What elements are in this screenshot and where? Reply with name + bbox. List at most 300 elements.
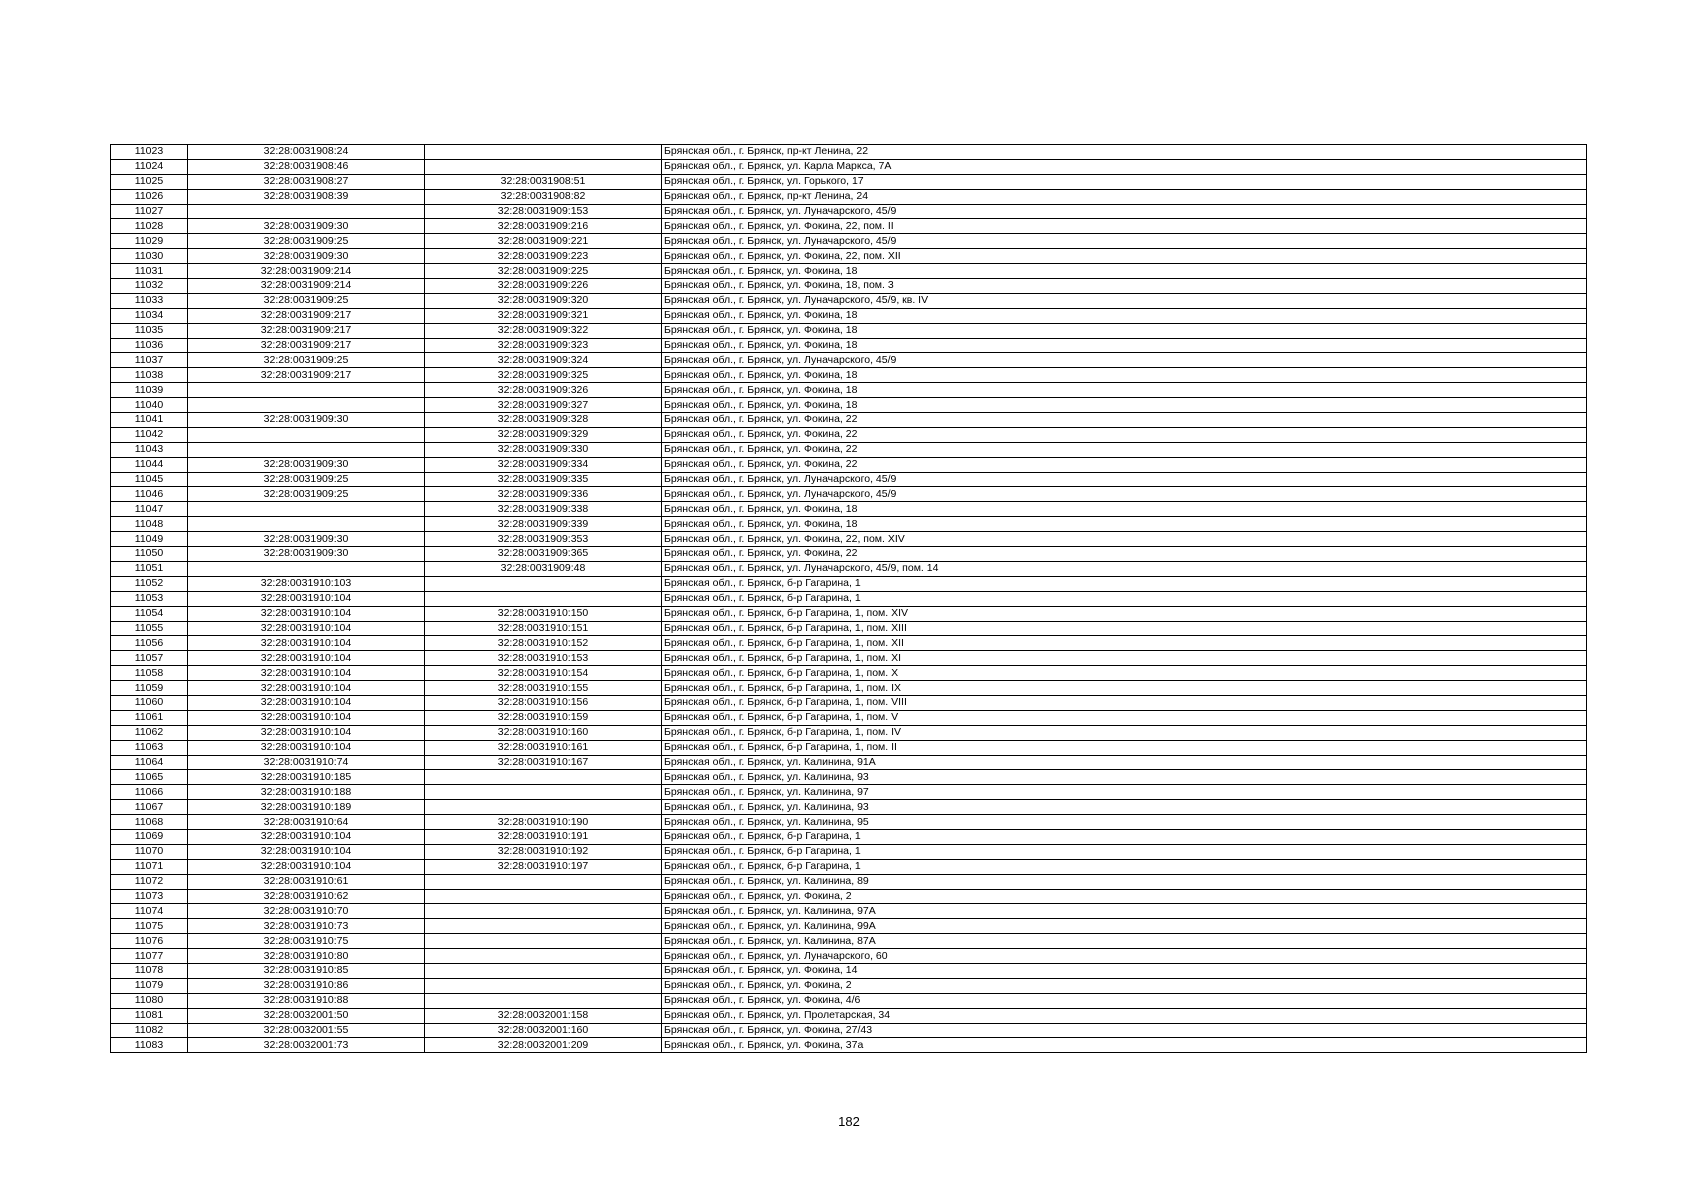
row-number-cell: 11044 xyxy=(111,457,188,472)
row-number-cell: 11068 xyxy=(111,815,188,830)
row-number-cell: 11030 xyxy=(111,249,188,264)
row-number-cell: 11060 xyxy=(111,695,188,710)
table-row xyxy=(111,1008,1587,1023)
object-cadastral-number-cell: 32:28:0031909:328 xyxy=(425,413,662,428)
object-cadastral-number-cell xyxy=(425,159,662,174)
object-cadastral-number-cell: 32:28:0032001:158 xyxy=(425,1008,662,1023)
row-number-cell: 11064 xyxy=(111,755,188,770)
object-cadastral-number-cell: 32:28:0031909:320 xyxy=(425,293,662,308)
table-row xyxy=(111,710,1587,725)
object-cadastral-number-cell xyxy=(425,889,662,904)
object-cadastral-number-cell: 32:28:0031909:321 xyxy=(425,308,662,323)
object-cadastral-number-cell: 32:28:0031909:336 xyxy=(425,487,662,502)
land-cadastral-number-cell: 32:28:0031910:104 xyxy=(188,621,425,636)
land-cadastral-number-cell: 32:28:0031910:104 xyxy=(188,591,425,606)
object-cadastral-number-cell: 32:28:0032001:160 xyxy=(425,1023,662,1038)
object-cadastral-number-cell: 32:28:0031909:223 xyxy=(425,249,662,264)
address-cell: Брянская обл., г. Брянск, б-р Гагарина, 1, пом. X xyxy=(662,666,1587,681)
row-number-cell: 11078 xyxy=(111,963,188,978)
object-cadastral-number-cell: 32:28:0031910:161 xyxy=(425,740,662,755)
address-cell: Брянская обл., г. Брянск, ул. Луначарского, 45/9 xyxy=(662,204,1587,219)
row-number-cell: 11069 xyxy=(111,829,188,844)
table-row xyxy=(111,889,1587,904)
land-cadastral-number-cell: 32:28:0031910:104 xyxy=(188,710,425,725)
land-cadastral-number-cell: 32:28:0031910:75 xyxy=(188,934,425,949)
object-cadastral-number-cell: 32:28:0031909:325 xyxy=(425,368,662,383)
table-row xyxy=(111,249,1587,264)
row-number-cell: 11046 xyxy=(111,487,188,502)
land-cadastral-number-cell: 32:28:0031910:103 xyxy=(188,576,425,591)
land-cadastral-number-cell: 32:28:0031910:73 xyxy=(188,919,425,934)
row-number-cell: 11056 xyxy=(111,636,188,651)
row-number-cell: 11050 xyxy=(111,547,188,562)
row-number-cell: 11051 xyxy=(111,561,188,576)
land-cadastral-number-cell: 32:28:0031910:88 xyxy=(188,993,425,1008)
table-row xyxy=(111,561,1587,576)
land-cadastral-number-cell: 32:28:0031910:104 xyxy=(188,695,425,710)
address-cell: Брянская обл., г. Брянск, ул. Калинина, 91А xyxy=(662,755,1587,770)
object-cadastral-number-cell: 32:28:0031909:225 xyxy=(425,264,662,279)
land-cadastral-number-cell xyxy=(188,427,425,442)
object-cadastral-number-cell xyxy=(425,919,662,934)
object-cadastral-number-cell: 32:28:0031909:335 xyxy=(425,472,662,487)
row-number-cell: 11049 xyxy=(111,532,188,547)
land-cadastral-number-cell: 32:28:0031910:185 xyxy=(188,770,425,785)
land-cadastral-number-cell: 32:28:0031909:217 xyxy=(188,368,425,383)
row-number-cell: 11048 xyxy=(111,517,188,532)
address-cell: Брянская обл., г. Брянск, ул. Фокина, 22 xyxy=(662,427,1587,442)
object-cadastral-number-cell: 32:28:0031909:338 xyxy=(425,502,662,517)
address-cell: Брянская обл., г. Брянск, ул. Фокина, 18 xyxy=(662,264,1587,279)
address-cell: Брянская обл., г. Брянск, б-р Гагарина, 1, пом. V xyxy=(662,710,1587,725)
row-number-cell: 11074 xyxy=(111,904,188,919)
address-cell: Брянская обл., г. Брянск, ул. Пролетарская, 34 xyxy=(662,1008,1587,1023)
address-cell: Брянская обл., г. Брянск, ул. Фокина, 2 xyxy=(662,978,1587,993)
object-cadastral-number-cell: 32:28:0031910:160 xyxy=(425,725,662,740)
land-cadastral-number-cell: 32:28:0031909:217 xyxy=(188,338,425,353)
address-cell: Брянская обл., г. Брянск, б-р Гагарина, 1, пом. XIII xyxy=(662,621,1587,636)
row-number-cell: 11039 xyxy=(111,383,188,398)
address-cell: Брянская обл., г. Брянск, ул. Луначарского, 45/9 xyxy=(662,234,1587,249)
row-number-cell: 11040 xyxy=(111,398,188,413)
row-number-cell: 11067 xyxy=(111,800,188,815)
object-cadastral-number-cell xyxy=(425,949,662,964)
land-cadastral-number-cell: 32:28:0031909:25 xyxy=(188,293,425,308)
table-row xyxy=(111,606,1587,621)
table-row xyxy=(111,785,1587,800)
land-cadastral-number-cell: 32:28:0031910:188 xyxy=(188,785,425,800)
table-row xyxy=(111,904,1587,919)
address-cell: Брянская обл., г. Брянск, ул. Калинина, 93 xyxy=(662,770,1587,785)
address-cell: Брянская обл., г. Брянск, ул. Фокина, 4/6 xyxy=(662,993,1587,1008)
land-cadastral-number-cell: 32:28:0031909:25 xyxy=(188,472,425,487)
land-cadastral-number-cell: 32:28:0031910:64 xyxy=(188,815,425,830)
object-cadastral-number-cell xyxy=(425,874,662,889)
address-cell: Брянская обл., г. Брянск, б-р Гагарина, 1 xyxy=(662,591,1587,606)
table-row xyxy=(111,368,1587,383)
address-cell: Брянская обл., г. Брянск, ул. Калинина, 95 xyxy=(662,815,1587,830)
address-cell: Брянская обл., г. Брянск, б-р Гагарина, 1, пом. II xyxy=(662,740,1587,755)
table-row xyxy=(111,651,1587,666)
object-cadastral-number-cell: 32:28:0032001:209 xyxy=(425,1038,662,1053)
land-cadastral-number-cell: 32:28:0031910:104 xyxy=(188,844,425,859)
land-cadastral-number-cell: 32:28:0031910:104 xyxy=(188,636,425,651)
address-cell: Брянская обл., г. Брянск, ул. Фокина, 18, пом. 3 xyxy=(662,279,1587,294)
table-row xyxy=(111,427,1587,442)
land-cadastral-number-cell: 32:28:0031910:104 xyxy=(188,829,425,844)
table-row xyxy=(111,279,1587,294)
row-number-cell: 11038 xyxy=(111,368,188,383)
land-cadastral-number-cell: 32:28:0031908:27 xyxy=(188,174,425,189)
land-cadastral-number-cell: 32:28:0031910:85 xyxy=(188,963,425,978)
row-number-cell: 11066 xyxy=(111,785,188,800)
object-cadastral-number-cell xyxy=(425,993,662,1008)
address-cell: Брянская обл., г. Брянск, б-р Гагарина, 1, пом. IV xyxy=(662,725,1587,740)
object-cadastral-number-cell: 32:28:0031909:216 xyxy=(425,219,662,234)
table-row xyxy=(111,204,1587,219)
address-cell: Брянская обл., г. Брянск, ул. Луначарского, 45/9, пом. 14 xyxy=(662,561,1587,576)
land-cadastral-number-cell: 32:28:0031909:25 xyxy=(188,353,425,368)
table-row xyxy=(111,517,1587,532)
row-number-cell: 11082 xyxy=(111,1023,188,1038)
address-cell: Брянская обл., г. Брянск, пр-кт Ленина, 24 xyxy=(662,189,1587,204)
table-row xyxy=(111,189,1587,204)
table-row xyxy=(111,487,1587,502)
land-cadastral-number-cell: 32:28:0031910:104 xyxy=(188,859,425,874)
row-number-cell: 11065 xyxy=(111,770,188,785)
table-row xyxy=(111,874,1587,889)
land-cadastral-number-cell: 32:28:0031909:217 xyxy=(188,323,425,338)
table-row xyxy=(111,293,1587,308)
table-row xyxy=(111,681,1587,696)
table-row xyxy=(111,383,1587,398)
table-row xyxy=(111,234,1587,249)
row-number-cell: 11027 xyxy=(111,204,188,219)
land-cadastral-number-cell: 32:28:0031909:25 xyxy=(188,487,425,502)
address-cell: Брянская обл., г. Брянск, б-р Гагарина, 1, пом. XI xyxy=(662,651,1587,666)
land-cadastral-number-cell xyxy=(188,442,425,457)
address-cell: Брянская обл., г. Брянск, ул. Калинина, 99А xyxy=(662,919,1587,934)
object-cadastral-number-cell: 32:28:0031910:191 xyxy=(425,829,662,844)
land-cadastral-number-cell xyxy=(188,502,425,517)
address-cell: Брянская обл., г. Брянск, ул. Калинина, 97А xyxy=(662,904,1587,919)
address-cell: Брянская обл., г. Брянск, ул. Калинина, 93 xyxy=(662,800,1587,815)
land-cadastral-number-cell: 32:28:0031910:70 xyxy=(188,904,425,919)
row-number-cell: 11041 xyxy=(111,413,188,428)
object-cadastral-number-cell: 32:28:0031909:324 xyxy=(425,353,662,368)
land-cadastral-number-cell: 32:28:0031909:214 xyxy=(188,264,425,279)
address-cell: Брянская обл., г. Брянск, б-р Гагарина, 1, пом. VIII xyxy=(662,695,1587,710)
row-number-cell: 11053 xyxy=(111,591,188,606)
address-cell: Брянская обл., г. Брянск, ул. Фокина, 22, пом. II xyxy=(662,219,1587,234)
row-number-cell: 11062 xyxy=(111,725,188,740)
row-number-cell: 11058 xyxy=(111,666,188,681)
row-number-cell: 11059 xyxy=(111,681,188,696)
land-cadastral-number-cell: 32:28:0031910:104 xyxy=(188,606,425,621)
page-number: 182 xyxy=(838,1114,860,1129)
object-cadastral-number-cell xyxy=(425,904,662,919)
table-row xyxy=(111,532,1587,547)
object-cadastral-number-cell xyxy=(425,800,662,815)
table-row xyxy=(111,963,1587,978)
row-number-cell: 11080 xyxy=(111,993,188,1008)
land-cadastral-number-cell: 32:28:0032001:73 xyxy=(188,1038,425,1053)
object-cadastral-number-cell xyxy=(425,770,662,785)
land-cadastral-number-cell: 32:28:0031910:104 xyxy=(188,651,425,666)
land-cadastral-number-cell: 32:28:0031909:30 xyxy=(188,413,425,428)
registry-table xyxy=(110,144,1587,1053)
land-cadastral-number-cell: 32:28:0031910:104 xyxy=(188,681,425,696)
land-cadastral-number-cell xyxy=(188,561,425,576)
table-row xyxy=(111,353,1587,368)
row-number-cell: 11079 xyxy=(111,978,188,993)
object-cadastral-number-cell: 32:28:0031910:159 xyxy=(425,710,662,725)
address-cell: Брянская обл., г. Брянск, ул. Фокина, 22, пом. XIV xyxy=(662,532,1587,547)
row-number-cell: 11034 xyxy=(111,308,188,323)
address-cell: Брянская обл., г. Брянск, ул. Фокина, 18 xyxy=(662,368,1587,383)
row-number-cell: 11037 xyxy=(111,353,188,368)
table-row xyxy=(111,472,1587,487)
object-cadastral-number-cell: 32:28:0031910:190 xyxy=(425,815,662,830)
row-number-cell: 11073 xyxy=(111,889,188,904)
address-cell: Брянская обл., г. Брянск, ул. Фокина, 2 xyxy=(662,889,1587,904)
address-cell: Брянская обл., г. Брянск, ул. Фокина, 18 xyxy=(662,383,1587,398)
address-cell: Брянская обл., г. Брянск, б-р Гагарина, 1, пом. XII xyxy=(662,636,1587,651)
row-number-cell: 11042 xyxy=(111,427,188,442)
address-cell: Брянская обл., г. Брянск, ул. Карла Маркса, 7А xyxy=(662,159,1587,174)
address-cell: Брянская обл., г. Брянск, ул. Фокина, 22, пом. XII xyxy=(662,249,1587,264)
table-row xyxy=(111,502,1587,517)
object-cadastral-number-cell xyxy=(425,785,662,800)
row-number-cell: 11081 xyxy=(111,1008,188,1023)
row-number-cell: 11028 xyxy=(111,219,188,234)
land-cadastral-number-cell: 32:28:0031910:74 xyxy=(188,755,425,770)
row-number-cell: 11063 xyxy=(111,740,188,755)
row-number-cell: 11032 xyxy=(111,279,188,294)
table-row xyxy=(111,547,1587,562)
table-row xyxy=(111,949,1587,964)
table-row xyxy=(111,457,1587,472)
object-cadastral-number-cell: 32:28:0031910:152 xyxy=(425,636,662,651)
row-number-cell: 11083 xyxy=(111,1038,188,1053)
address-cell: Брянская обл., г. Брянск, ул. Луначарского, 45/9, кв. IV xyxy=(662,293,1587,308)
table-row xyxy=(111,770,1587,785)
object-cadastral-number-cell: 32:28:0031909:365 xyxy=(425,547,662,562)
land-cadastral-number-cell: 32:28:0031908:39 xyxy=(188,189,425,204)
object-cadastral-number-cell: 32:28:0031910:192 xyxy=(425,844,662,859)
row-number-cell: 11045 xyxy=(111,472,188,487)
object-cadastral-number-cell: 32:28:0031908:82 xyxy=(425,189,662,204)
land-cadastral-number-cell: 32:28:0031909:214 xyxy=(188,279,425,294)
table-row xyxy=(111,576,1587,591)
land-cadastral-number-cell: 32:28:0031909:217 xyxy=(188,308,425,323)
row-number-cell: 11024 xyxy=(111,159,188,174)
object-cadastral-number-cell: 32:28:0031909:322 xyxy=(425,323,662,338)
row-number-cell: 11029 xyxy=(111,234,188,249)
land-cadastral-number-cell: 32:28:0031910:189 xyxy=(188,800,425,815)
land-cadastral-number-cell: 32:28:0031909:30 xyxy=(188,532,425,547)
row-number-cell: 11026 xyxy=(111,189,188,204)
row-number-cell: 11057 xyxy=(111,651,188,666)
land-cadastral-number-cell: 32:28:0031908:24 xyxy=(188,145,425,160)
table-row xyxy=(111,859,1587,874)
table-row xyxy=(111,591,1587,606)
table-row xyxy=(111,1038,1587,1053)
land-cadastral-number-cell: 32:28:0031910:104 xyxy=(188,740,425,755)
address-cell: Брянская обл., г. Брянск, ул. Фокина, 18 xyxy=(662,323,1587,338)
table-row xyxy=(111,264,1587,279)
table-row xyxy=(111,338,1587,353)
address-cell: Брянская обл., г. Брянск, пр-кт Ленина, 22 xyxy=(662,145,1587,160)
row-number-cell: 11072 xyxy=(111,874,188,889)
address-cell: Брянская обл., г. Брянск, ул. Фокина, 22 xyxy=(662,442,1587,457)
address-cell: Брянская обл., г. Брянск, ул. Калинина, 89 xyxy=(662,874,1587,889)
row-number-cell: 11025 xyxy=(111,174,188,189)
address-cell: Брянская обл., г. Брянск, ул. Фокина, 18 xyxy=(662,338,1587,353)
land-cadastral-number-cell xyxy=(188,383,425,398)
row-number-cell: 11070 xyxy=(111,844,188,859)
object-cadastral-number-cell: 32:28:0031910:197 xyxy=(425,859,662,874)
address-cell: Брянская обл., г. Брянск, ул. Фокина, 18 xyxy=(662,517,1587,532)
land-cadastral-number-cell: 32:28:0031909:30 xyxy=(188,249,425,264)
land-cadastral-number-cell xyxy=(188,204,425,219)
object-cadastral-number-cell: 32:28:0031909:353 xyxy=(425,532,662,547)
object-cadastral-number-cell: 32:28:0031910:153 xyxy=(425,651,662,666)
address-cell: Брянская обл., г. Брянск, ул. Фокина, 18 xyxy=(662,398,1587,413)
land-cadastral-number-cell: 32:28:0031908:46 xyxy=(188,159,425,174)
land-cadastral-number-cell: 32:28:0031909:30 xyxy=(188,547,425,562)
table-row xyxy=(111,219,1587,234)
address-cell: Брянская обл., г. Брянск, ул. Калинина, 87А xyxy=(662,934,1587,949)
object-cadastral-number-cell xyxy=(425,145,662,160)
row-number-cell: 11077 xyxy=(111,949,188,964)
object-cadastral-number-cell: 32:28:0031910:167 xyxy=(425,755,662,770)
object-cadastral-number-cell xyxy=(425,576,662,591)
land-cadastral-number-cell: 32:28:0032001:55 xyxy=(188,1023,425,1038)
object-cadastral-number-cell xyxy=(425,978,662,993)
object-cadastral-number-cell: 32:28:0031910:151 xyxy=(425,621,662,636)
address-cell: Брянская обл., г. Брянск, б-р Гагарина, 1, пом. XIV xyxy=(662,606,1587,621)
land-cadastral-number-cell: 32:28:0031909:30 xyxy=(188,219,425,234)
object-cadastral-number-cell: 32:28:0031909:334 xyxy=(425,457,662,472)
row-number-cell: 11033 xyxy=(111,293,188,308)
address-cell: Брянская обл., г. Брянск, ул. Луначарского, 45/9 xyxy=(662,353,1587,368)
table-row xyxy=(111,934,1587,949)
row-number-cell: 11075 xyxy=(111,919,188,934)
object-cadastral-number-cell: 32:28:0031908:51 xyxy=(425,174,662,189)
table-row xyxy=(111,978,1587,993)
address-cell: Брянская обл., г. Брянск, ул. Фокина, 22 xyxy=(662,413,1587,428)
object-cadastral-number-cell: 32:28:0031909:326 xyxy=(425,383,662,398)
land-cadastral-number-cell: 32:28:0031910:104 xyxy=(188,725,425,740)
table-row xyxy=(111,800,1587,815)
address-cell: Брянская обл., г. Брянск, ул. Фокина, 37а xyxy=(662,1038,1587,1053)
object-cadastral-number-cell xyxy=(425,591,662,606)
land-cadastral-number-cell: 32:28:0031910:80 xyxy=(188,949,425,964)
address-cell: Брянская обл., г. Брянск, б-р Гагарина, 1 xyxy=(662,576,1587,591)
object-cadastral-number-cell: 32:28:0031910:150 xyxy=(425,606,662,621)
object-cadastral-number-cell xyxy=(425,934,662,949)
row-number-cell: 11061 xyxy=(111,710,188,725)
row-number-cell: 11054 xyxy=(111,606,188,621)
row-number-cell: 11052 xyxy=(111,576,188,591)
table-row xyxy=(111,829,1587,844)
table-row xyxy=(111,1023,1587,1038)
address-cell: Брянская обл., г. Брянск, ул. Луначарского, 45/9 xyxy=(662,487,1587,502)
table-row xyxy=(111,993,1587,1008)
row-number-cell: 11031 xyxy=(111,264,188,279)
row-number-cell: 11076 xyxy=(111,934,188,949)
address-cell: Брянская обл., г. Брянск, б-р Гагарина, 1 xyxy=(662,859,1587,874)
object-cadastral-number-cell: 32:28:0031909:323 xyxy=(425,338,662,353)
table-row xyxy=(111,919,1587,934)
land-cadastral-number-cell: 32:28:0031910:86 xyxy=(188,978,425,993)
table-row xyxy=(111,145,1587,160)
table-row xyxy=(111,725,1587,740)
table-row xyxy=(111,636,1587,651)
address-cell: Брянская обл., г. Брянск, ул. Фокина, 18 xyxy=(662,308,1587,323)
object-cadastral-number-cell: 32:28:0031910:154 xyxy=(425,666,662,681)
object-cadastral-number-cell: 32:28:0031909:330 xyxy=(425,442,662,457)
object-cadastral-number-cell: 32:28:0031909:339 xyxy=(425,517,662,532)
table-row xyxy=(111,740,1587,755)
land-cadastral-number-cell: 32:28:0032001:50 xyxy=(188,1008,425,1023)
land-cadastral-number-cell: 32:28:0031910:104 xyxy=(188,666,425,681)
row-number-cell: 11047 xyxy=(111,502,188,517)
table-row xyxy=(111,174,1587,189)
address-cell: Брянская обл., г. Брянск, ул. Фокина, 14 xyxy=(662,963,1587,978)
registry-table-body xyxy=(111,145,1587,1053)
address-cell: Брянская обл., г. Брянск, б-р Гагарина, 1 xyxy=(662,829,1587,844)
table-row xyxy=(111,844,1587,859)
land-cadastral-number-cell: 32:28:0031909:30 xyxy=(188,457,425,472)
row-number-cell: 11055 xyxy=(111,621,188,636)
row-number-cell: 11043 xyxy=(111,442,188,457)
row-number-cell: 11035 xyxy=(111,323,188,338)
table-row xyxy=(111,755,1587,770)
land-cadastral-number-cell: 32:28:0031909:25 xyxy=(188,234,425,249)
table-row xyxy=(111,308,1587,323)
land-cadastral-number-cell: 32:28:0031910:61 xyxy=(188,874,425,889)
row-number-cell: 11023 xyxy=(111,145,188,160)
address-cell: Брянская обл., г. Брянск, ул. Калинина, 97 xyxy=(662,785,1587,800)
row-number-cell: 11071 xyxy=(111,859,188,874)
address-cell: Брянская обл., г. Брянск, ул. Луначарского, 60 xyxy=(662,949,1587,964)
table-row xyxy=(111,413,1587,428)
table-row xyxy=(111,695,1587,710)
object-cadastral-number-cell: 32:28:0031910:155 xyxy=(425,681,662,696)
row-number-cell: 11036 xyxy=(111,338,188,353)
table-row xyxy=(111,159,1587,174)
table-row xyxy=(111,398,1587,413)
address-cell: Брянская обл., г. Брянск, ул. Фокина, 27/43 xyxy=(662,1023,1587,1038)
address-cell: Брянская обл., г. Брянск, ул. Фокина, 22 xyxy=(662,457,1587,472)
table-row xyxy=(111,666,1587,681)
object-cadastral-number-cell xyxy=(425,963,662,978)
land-cadastral-number-cell: 32:28:0031910:62 xyxy=(188,889,425,904)
address-cell: Брянская обл., г. Брянск, б-р Гагарина, 1 xyxy=(662,844,1587,859)
table-row xyxy=(111,621,1587,636)
address-cell: Брянская обл., г. Брянск, б-р Гагарина, 1, пом. IX xyxy=(662,681,1587,696)
address-cell: Брянская обл., г. Брянск, ул. Фокина, 22 xyxy=(662,547,1587,562)
object-cadastral-number-cell: 32:28:0031909:327 xyxy=(425,398,662,413)
object-cadastral-number-cell: 32:28:0031909:153 xyxy=(425,204,662,219)
object-cadastral-number-cell: 32:28:0031909:221 xyxy=(425,234,662,249)
land-cadastral-number-cell xyxy=(188,398,425,413)
table-row xyxy=(111,323,1587,338)
address-cell: Брянская обл., г. Брянск, ул. Фокина, 18 xyxy=(662,502,1587,517)
land-cadastral-number-cell xyxy=(188,517,425,532)
